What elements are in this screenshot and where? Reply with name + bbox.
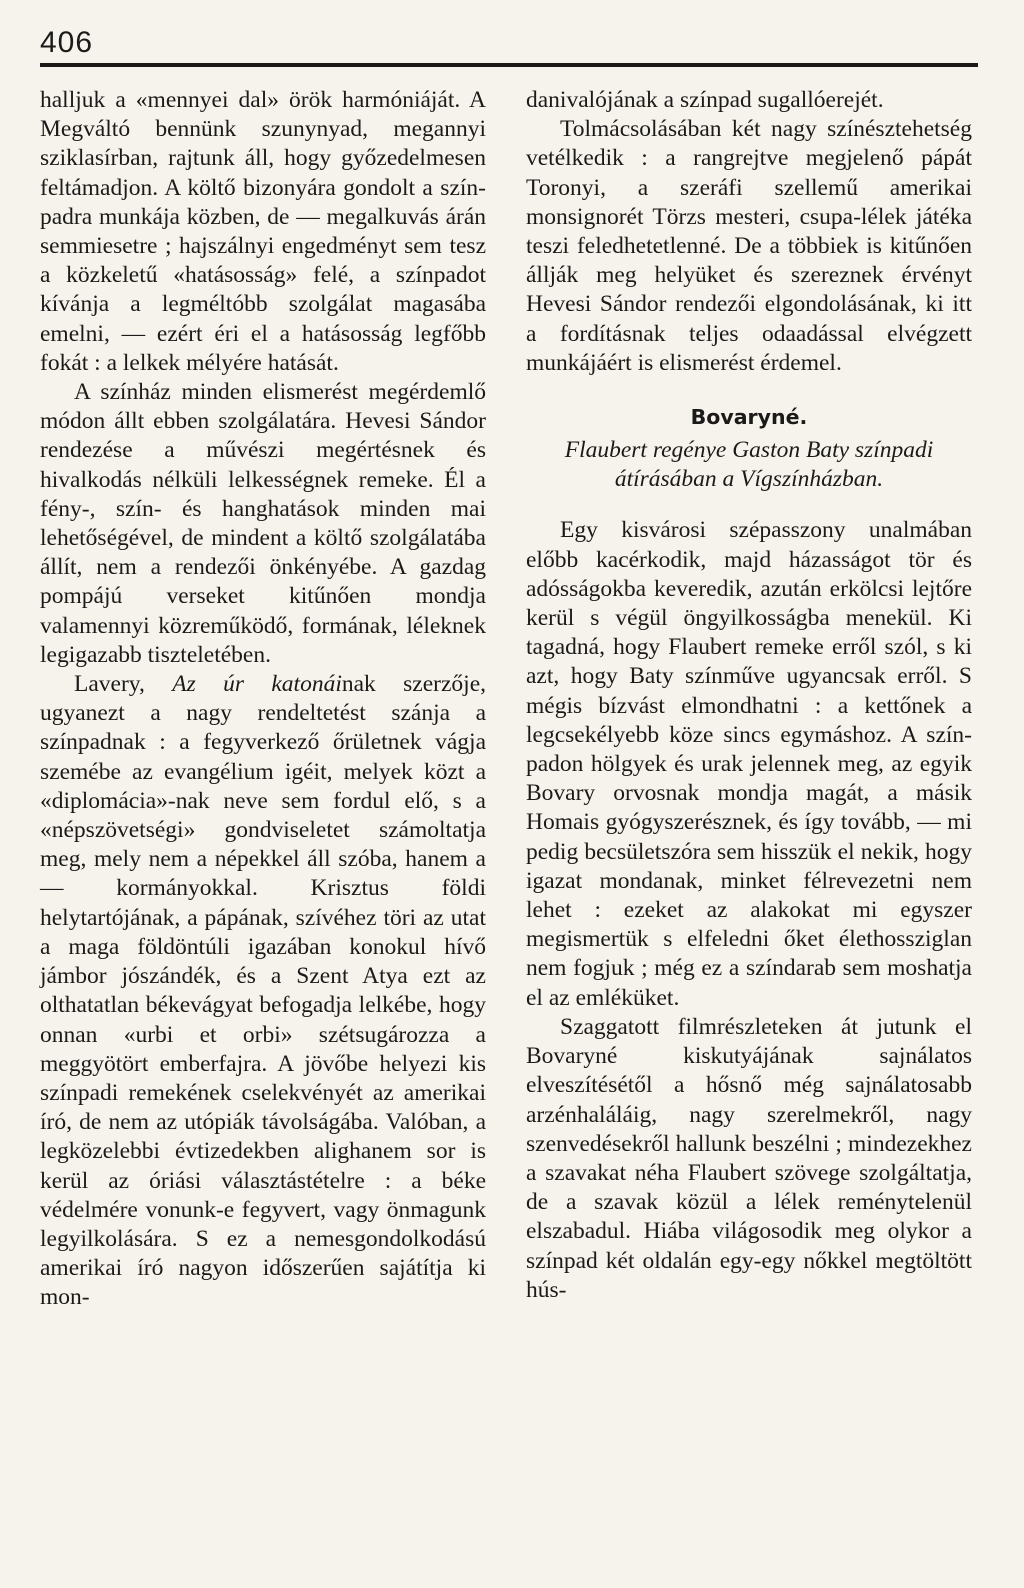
paragraph-text: Lavery, bbox=[74, 671, 173, 698]
left-column bbox=[40, 86, 486, 1313]
right-column bbox=[526, 86, 972, 1305]
paragraph bbox=[40, 670, 486, 1312]
play-title: Az úr katonái bbox=[172, 671, 342, 698]
paragraph: Szaggatott filmrészleteken át jutunk el Bovaryné kiskutyájának sajnálatos elveszítésétől a hősnő még sajnálatosabb arzénhaláláig, nagy szerelmekről, nagy szenvedésekről hallunk beszélni ; mindezekhez a szavakat néha Flaubert szövege szolgáltatja, de a szavak közül a lélek reménytelenül elszabadul. Hiába világosodik meg olykor a színpad két oldalán egy-egy nőkkel megtöltött hús- bbox=[526, 1013, 972, 1303]
paragraph: danivalójának a színpad sugallóerejét. bbox=[526, 87, 884, 113]
header-rule bbox=[40, 63, 978, 67]
paragraph: A színház minden elismerést megérdemlő módon állt ebben szolgálatára. Hevesi Sándor rendezése a művészi megértésnek és hivalkodás nélküli lelkességnek remeke. Él a fény-, szín- és hanghatások minden mai lehetőségével, de mindent a költő szolgálatába állít, nem a rendezői önkényébe. A gazdag pompájú verseket kitűnően mondja valamennyi közreműködő, formának, léleknek legigazabb tiszteletében. bbox=[40, 379, 486, 668]
section-subtitle: Flaubert regénye Gaston Baty színpadi átírásában a Vígszínházban. bbox=[564, 437, 934, 493]
paragraph-text: nak szerzője, ugyanezt a nagy rendeltetést szánja a színpadnak : a fegyverkező őrületnek vágja szemébe az evangélium igéit, melyek közt a «diplomácia»-nak neve sem fordul elő, s a «népszövetségi» gondviseletet számoltatja meg, mely nem a népekkel áll szóba, hanem a — kormányokkal. Krisztus földi helytartójának, a pápának, szívéhez töri az utat a maga földöntúli igazában konokul hívő jámbor jószándék, és a Szent Atya ezt az olthatatlan békevágyat befogadja lelkébe, hogy onnan «urbi et orbi» szétsugározza a meggyötört emberfajra. A jövőbe helyezi kis színpadi remekének cselekvényét az amerikai író, de nem az utópiák távolságába. Valóban, a legközelebbi évtizedekben alighanem sor is kerül az óriási választástételre : a béke védelmére vonunk-e fegyvert, vagy önmagunk legyilkolására. S ez a nemesgondolkodású amerikai író nagyon időszerűen sajátítja ki mon- bbox=[40, 671, 486, 1311]
paragraph: Egy kisvárosi szépasszony unalmában előbb kacérkodik, majd házasságot tör és adósságokba keveredik, azután erkölcsi lejtőre kerül s végül öngyilkosságba menekül. Ki tagadná, hogy Flaubert remeke erről szól, s ki azt, hogy Baty színműve ugyancsak erről. S mégis bízvást elmondhatni : a kettőnek a legcsekélyebb köze sincs egymáshoz. A színpadon hölgyek és urak jelennek meg, az egyik Bovary orvosnak mondja magát, a másik Homais gyógyszerésznek, és így tovább, — mi pedig becsületszóra sem hisszük el nekik, hogy igazat mondanak, minket félrevezetni nem lehet : ezeket az alakokat mi egyszer megismertük s elfeledni őket élethossziglan nem fogjuk ; még ez a színdarab sem moshatja el az emléküket. bbox=[526, 517, 972, 1011]
paragraph: halljuk a «mennyei dal» örök harmóniáját. A Megváltó bennünk szunynyad, megannyi sziklasírban, rajtunk áll, hogy győzedelmesen feltámadjon. A költő bizonyára gondolt a színpadra munkája közben, de — megalkuvás árán semmiesetre ; hajszálnyi engedményt sem tesz a közkeletű «hatásosság» felé, a színpadot kívánja a legméltóbb szolgálat magasába emelni, — ezért éri el a hatásosság legfőbb fokát : a lelkek mélyére hatását. bbox=[40, 87, 486, 376]
page-number: 406 bbox=[40, 26, 94, 59]
section-title: Bovaryné. bbox=[690, 405, 808, 430]
paragraph: Tolmácsolásában két nagy színésztehetség vetélkedik : a rangrejtve megjelenő pápát Toronyi, a szeráfi szellemű amerikai monsignorét Törzs mesteri, csupa-lélek játéka teszi feledhetetlenné. De a többiek is kitűnően állják meg helyüket és szereznek érvényt Hevesi Sándor rendezői elgondolásának, ki itt a fordításnak teljes odaadással elvégzett munkájáért is elismerést érdemel. bbox=[526, 116, 972, 376]
